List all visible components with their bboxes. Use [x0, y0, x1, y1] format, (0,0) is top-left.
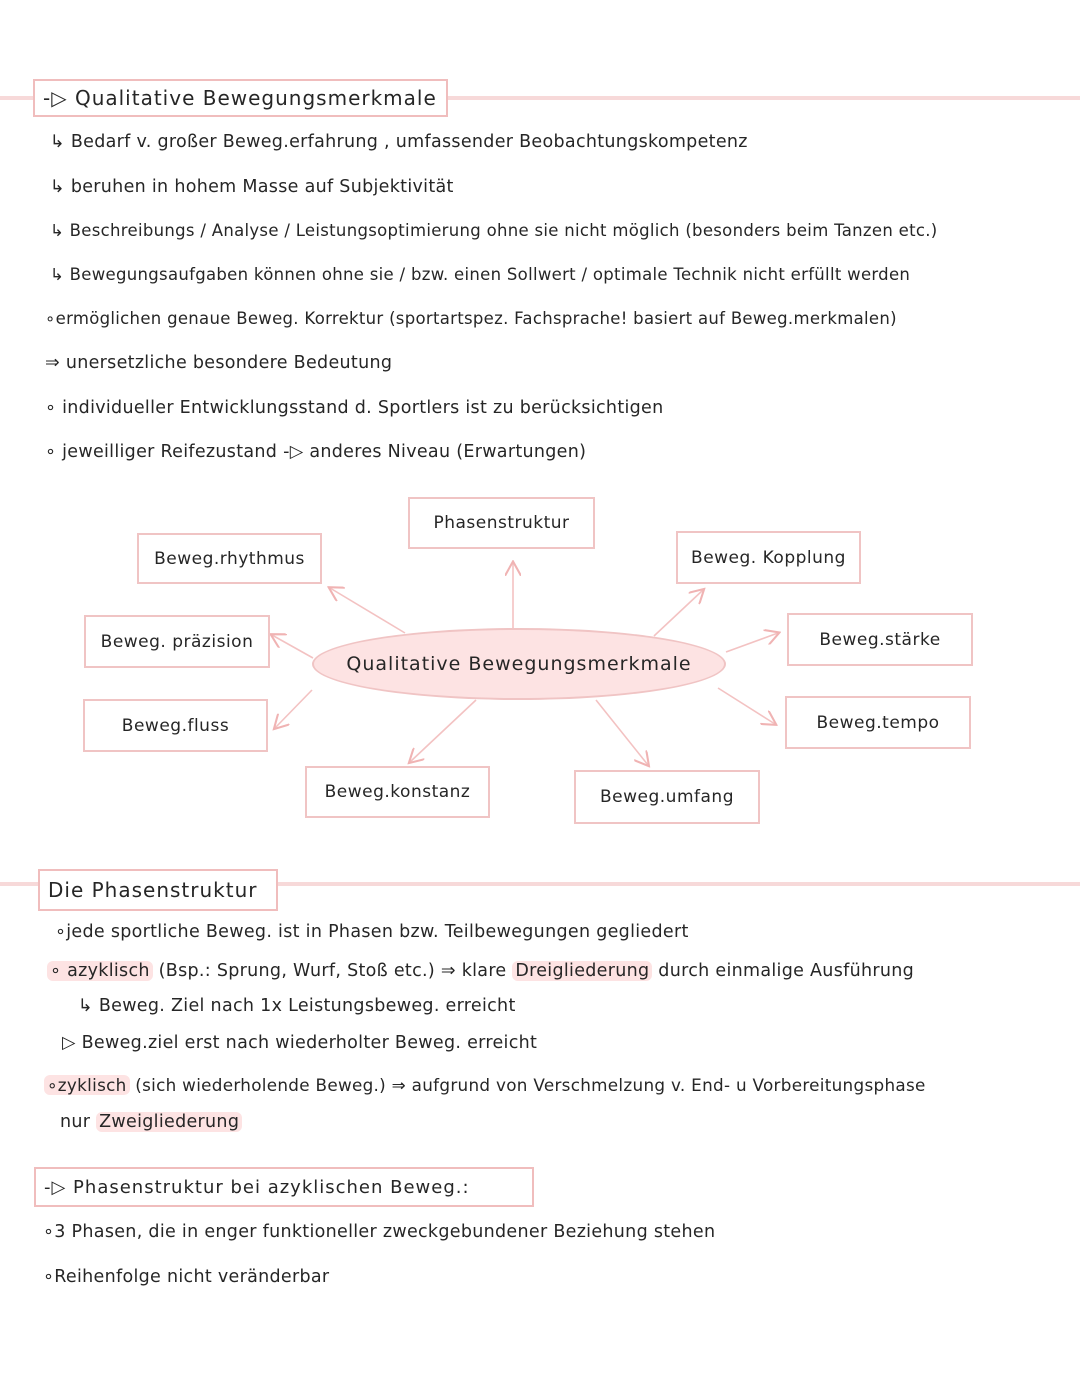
- note-line: ∘jede sportliche Beweg. ist in Phasen bzw. Teilbewegungen gegliedert: [55, 922, 689, 942]
- node-staerke: Beweg.stärke: [787, 613, 973, 666]
- node-phasenstruktur: Phasenstruktur: [408, 497, 595, 549]
- note-line: ⇒ unersetzliche besondere Bedeutung: [45, 353, 393, 373]
- arrow-tempo: [718, 688, 775, 724]
- arrow-praezision: [272, 635, 313, 658]
- highlight-zweigliederung: Zweigliederung: [96, 1112, 242, 1132]
- note-line: ∘Reihenfolge nicht veränderbar: [43, 1267, 330, 1287]
- note-line: ↳ Bewegungsaufgaben können ohne sie / bzw. einen Sollwert / optimale Technik nicht erfüllt werden: [50, 265, 911, 284]
- note-line: ∘3 Phasen, die in enger funktioneller zweckgebundener Beziehung stehen: [43, 1222, 716, 1242]
- arrow-fluss: [275, 690, 312, 728]
- section-heading-qualitative: -▷ Qualitative Bewegungsmerkmale: [33, 79, 448, 117]
- arrow-konstanz: [410, 700, 476, 762]
- highlight-dreigliederung: Dreigliederung: [512, 961, 652, 981]
- note-line: ↳ Bedarf v. großer Beweg.erfahrung , umfassender Beobachtungskompetenz: [50, 132, 748, 152]
- arrow-rhythmus: [330, 588, 405, 633]
- node-konstanz: Beweg.konstanz: [305, 766, 490, 818]
- mindmap-center: Qualitative Bewegungsmerkmale: [312, 628, 726, 700]
- arrow-staerke: [726, 633, 778, 652]
- note-text: (Bsp.: Sprung, Wurf, Stoß etc.) ⇒ klare: [152, 961, 513, 981]
- arrow-kopplung: [654, 590, 703, 636]
- note-line: ↳ Beschreibungs / Analyse / Leistungsoptimierung ohne sie nicht möglich (besonders beim Tanzen etc.): [50, 221, 938, 240]
- node-praezision: Beweg. präzision: [84, 615, 270, 668]
- note-text: (sich wiederholende Beweg.) ⇒ aufgrund von Verschmelzung v. End- u Vorbereitungsphase: [129, 1075, 926, 1095]
- section-heading-phasenstruktur: Die Phasenstruktur: [38, 869, 278, 911]
- node-rhythmus: Beweg.rhythmus: [137, 533, 322, 584]
- note-line: ∘ermöglichen genaue Beweg. Korrektur (sportartspez. Fachsprache! basiert auf Beweg.merkmalen): [45, 309, 897, 328]
- note-line: ↳ beruhen in hohem Masse auf Subjektivität: [50, 177, 454, 197]
- node-fluss: Beweg.fluss: [83, 699, 268, 752]
- note-line: ∘ individueller Entwicklungsstand d. Sportlers ist zu berücksichtigen: [45, 398, 664, 418]
- note-text: durch einmalige Ausführung: [652, 961, 915, 981]
- section-heading-azyklisch: -▷ Phasenstruktur bei azyklischen Beweg.:: [34, 1167, 534, 1207]
- note-line: [60, 1112, 242, 1132]
- highlight-zyklisch: ∘zyklisch: [44, 1075, 130, 1095]
- note-line: [47, 961, 914, 981]
- note-line: ↳ Beweg. Ziel nach 1x Leistungsbeweg. erreicht: [78, 996, 516, 1016]
- note-text: nur: [60, 1112, 97, 1132]
- note-line: ▷ Beweg.ziel erst nach wiederholter Beweg. erreicht: [62, 1033, 538, 1053]
- node-umfang: Beweg.umfang: [574, 770, 760, 824]
- node-kopplung: Beweg. Kopplung: [676, 531, 861, 584]
- note-line: [44, 1075, 926, 1095]
- node-tempo: Beweg.tempo: [785, 696, 971, 749]
- note-line: ∘ jeweilliger Reifezustand -▷ anderes Niveau (Erwartungen): [45, 442, 587, 462]
- highlight-azyklisch: ∘ azyklisch: [47, 961, 153, 981]
- arrow-umfang: [596, 700, 648, 765]
